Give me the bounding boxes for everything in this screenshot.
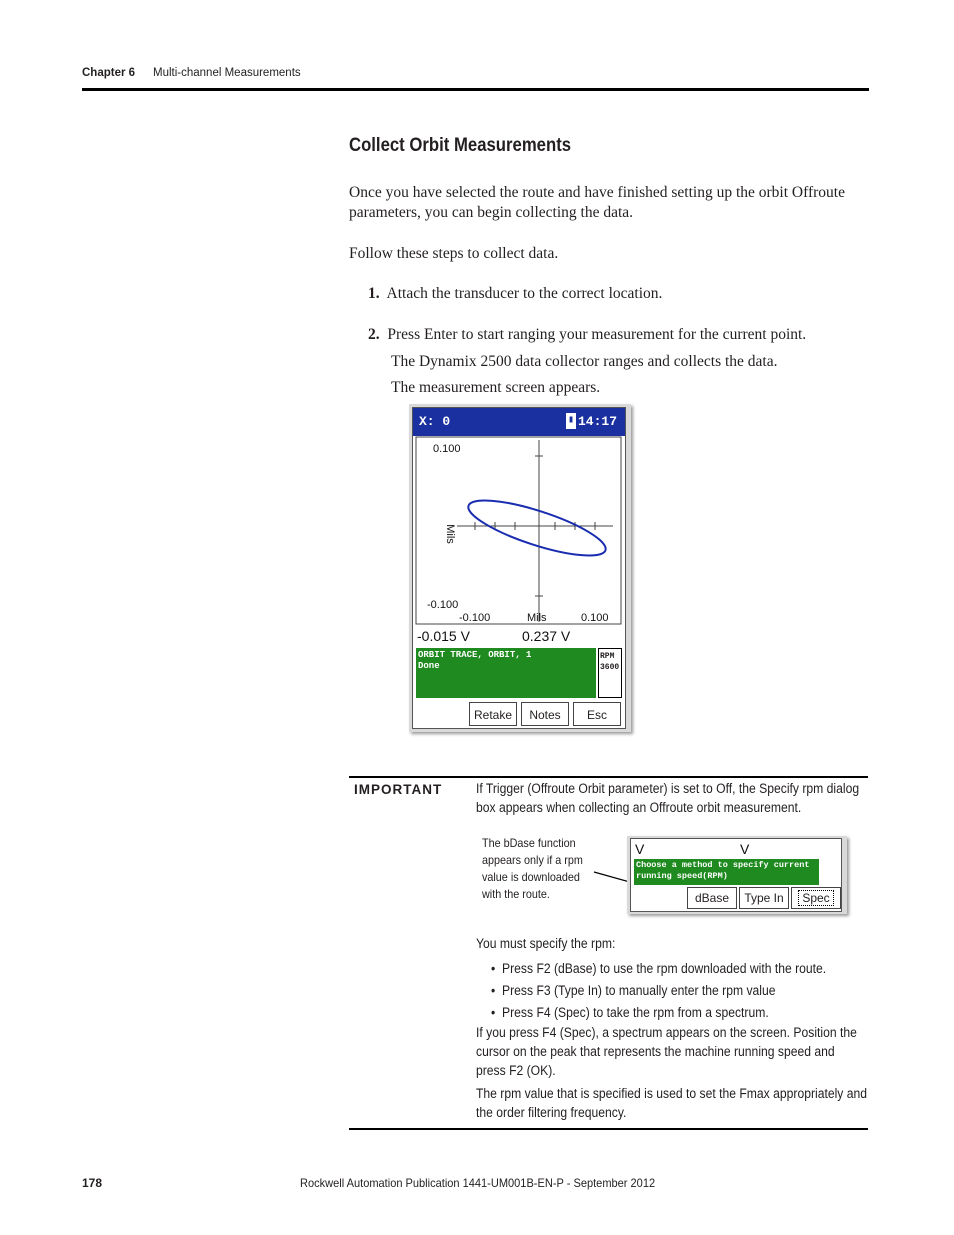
orbit-plot bbox=[415, 436, 623, 626]
step-2-result: The Dynamix 2500 data collector ranges and collects the data. bbox=[391, 353, 778, 370]
esc-button[interactable]: Esc bbox=[573, 702, 621, 726]
readout-ch1: V bbox=[635, 841, 645, 857]
y-min-label: -0.100 bbox=[427, 599, 459, 611]
step-2 bbox=[368, 325, 806, 345]
chapter-label: Chapter 6 bbox=[82, 67, 136, 79]
status-line: ORBIT TRACE, ORBIT, 1 bbox=[418, 650, 532, 660]
spec-button-label: Spec bbox=[798, 890, 833, 906]
page-number: 178 bbox=[82, 1176, 103, 1190]
follow-text: Follow these steps to collect data. bbox=[349, 245, 559, 262]
dialog-message bbox=[634, 859, 819, 885]
x-readout: X: 0 bbox=[419, 414, 451, 429]
type-in-button[interactable]: Type In bbox=[739, 887, 789, 909]
step-2-screen-note: The measurement screen appears. bbox=[391, 379, 601, 396]
dialog-display bbox=[630, 838, 842, 912]
bullet-text: Press F2 (dBase) to use the rpm downloaded with the route. bbox=[502, 961, 827, 976]
bullet-item: • Press F3 (Type In) to manually enter the rpm value bbox=[491, 983, 776, 998]
readout-ch2: 0.237 V bbox=[522, 628, 571, 644]
x-max-label: 0.100 bbox=[581, 612, 609, 624]
readout-ch1: -0.015 V bbox=[417, 628, 470, 644]
y-axis-label: Mils bbox=[444, 524, 456, 544]
status-line: Done bbox=[418, 661, 440, 671]
callout-text: The bDase function appears only if a rpm value is downloaded with the route. bbox=[482, 836, 583, 901]
spec-button[interactable] bbox=[791, 887, 841, 909]
header-rule bbox=[82, 88, 869, 91]
specify-rpm-dialog bbox=[627, 836, 847, 914]
step-text: Attach the transducer to the correct location. bbox=[386, 285, 663, 302]
important-bottom-rule bbox=[349, 1128, 868, 1130]
step-text: Press Enter to start ranging your measurement for the current point. bbox=[387, 326, 807, 343]
bullet-item: • Press F2 (dBase) to use the rpm downloaded with the route. bbox=[491, 961, 827, 976]
notes-button[interactable]: Notes bbox=[521, 702, 569, 726]
rpm-panel bbox=[598, 648, 622, 698]
readout-ch2: V bbox=[740, 841, 750, 857]
bullet-item: • Press F4 (Spec) to take the rpm from a spectrum. bbox=[491, 1005, 769, 1020]
message-line: Choose a method to specify current bbox=[636, 860, 810, 870]
important-label: IMPORTANT bbox=[354, 782, 443, 797]
clock-time: 14:17 bbox=[577, 414, 617, 429]
measurement-screen bbox=[409, 404, 631, 732]
publication-info: Rockwell Automation Publication 1441-UM001B-EN-P - September 2012 bbox=[300, 1176, 656, 1190]
screen-titlebar bbox=[413, 408, 625, 436]
rpm-label: RPM bbox=[600, 652, 615, 661]
must-specify-text: You must specify the rpm: bbox=[476, 936, 616, 951]
step-1 bbox=[368, 284, 662, 304]
step-number: 1. bbox=[368, 285, 380, 302]
rpm-value: 3600 bbox=[600, 663, 620, 672]
important-top-rule bbox=[349, 776, 868, 778]
x-min-label: -0.100 bbox=[459, 612, 491, 624]
battery-icon: ▮ bbox=[566, 413, 576, 429]
retake-button[interactable]: Retake bbox=[469, 702, 517, 726]
screen-display bbox=[412, 407, 626, 729]
chapter-title: Multi-channel Measurements bbox=[153, 67, 301, 79]
spec-paragraph: If you press F4 (Spec), a spectrum appears on the screen. Position the cursor on the peak that represents the machine running speed and press F2 (OK). bbox=[476, 1025, 857, 1078]
bullet-text: Press F4 (Spec) to take the rpm from a spectrum. bbox=[502, 1005, 769, 1020]
rpm-paragraph: The rpm value that is specified is used to set the Fmax appropriately and the order filtering frequency. bbox=[476, 1086, 868, 1120]
bullet-text: Press F3 (Type In) to manually enter the rpm value bbox=[502, 983, 776, 998]
section-title: Collect Orbit Measurements bbox=[349, 135, 572, 156]
intro-paragraph: Once you have selected the route and have finished setting up the orbit Offroute parameters, you can begin collecting the data. bbox=[349, 184, 845, 221]
important-paragraph: If Trigger (Offroute Orbit parameter) is set to Off, the Specify rpm dialog box appears when collecting an Offroute orbit measurement. bbox=[476, 781, 860, 815]
y-max-label: 0.100 bbox=[433, 443, 461, 455]
message-line: running speed(RPM) bbox=[636, 871, 728, 881]
voltage-readouts bbox=[417, 628, 570, 644]
status-panel bbox=[416, 648, 596, 698]
step-number: 2. bbox=[368, 326, 380, 343]
dialog-readouts bbox=[635, 841, 749, 857]
dbase-button[interactable]: dBase bbox=[687, 887, 737, 909]
x-axis-label: Mils bbox=[527, 612, 547, 624]
